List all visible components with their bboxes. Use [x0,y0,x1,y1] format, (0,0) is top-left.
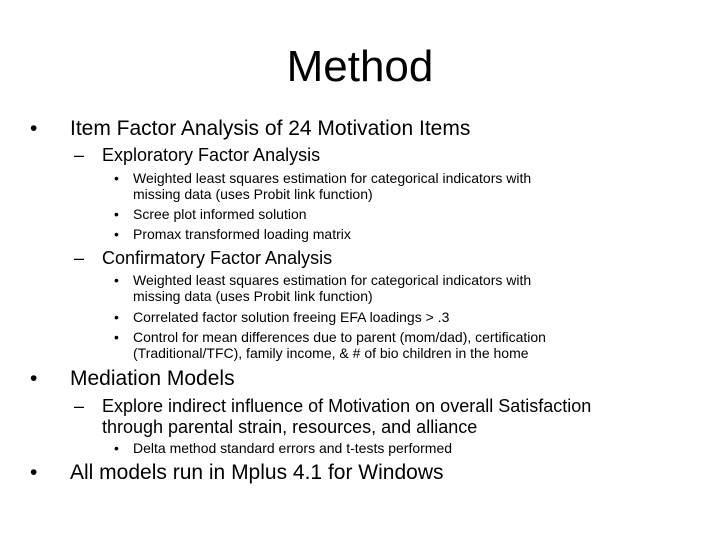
slide-title: Method [286,42,434,91]
dash-marker: – [74,248,85,268]
bullet-marker: • [114,309,119,325]
bullet-efa-wlsmv [114,170,531,202]
bullet-exploratory-factor-analysis [74,145,320,166]
bullet-marker: • [114,206,119,222]
bullet-text-line2: through parental strain, resources, and alliance [102,417,478,437]
bullet-text-line1: Explore indirect influence of Motivation on overall Satisfaction [102,396,592,416]
dash-marker: – [74,145,85,165]
bullet-text-line1: Weighted least squares estimation for categorical indicators with [133,170,532,186]
bullet-text: Scree plot informed solution [133,206,307,222]
bullet-all-models-mplus [30,461,443,485]
bullet-text: Item Factor Analysis of 24 Motivation Items [70,117,471,140]
bullet-text: Correlated factor solution freeing EFA loadings > .3 [133,309,450,325]
bullet-text-line2: missing data (uses Probit link function) [133,288,373,304]
bullet-item-factor-analysis [30,117,470,141]
bullet-text: All models run in Mplus 4.1 for Windows [70,461,444,484]
bullet-text: Delta method standard errors and t-tests performed [133,440,453,456]
dash-marker: – [74,396,85,416]
bullet-text-line2: missing data (uses Probit link function) [133,186,373,202]
bullet-marker: • [114,329,119,345]
bullet-delta-method [114,440,452,456]
bullet-marker: • [114,440,119,456]
bullet-text: Mediation Models [70,367,235,390]
bullet-explore-indirect [74,396,591,438]
bullet-confirmatory-factor-analysis [74,248,332,269]
bullet-efa-scree [114,206,307,222]
bullet-efa-promax [114,226,351,242]
bullet-marker: • [30,117,38,140]
bullet-marker: • [114,226,119,242]
bullet-text-line2: (Traditional/TFC), family income, & # of bio children in the home [133,345,529,361]
bullet-mediation-models [30,367,235,391]
bullet-text-line1: Control for mean differences due to parent (mom/dad), certification [133,329,546,345]
bullet-text: Promax transformed loading matrix [133,226,351,242]
bullet-text: Exploratory Factor Analysis [102,145,321,165]
bullet-text: Confirmatory Factor Analysis [102,248,333,268]
bullet-cfa-controls [114,329,546,361]
bullet-marker: • [30,461,38,484]
bullet-cfa-wlsmv [114,272,531,304]
bullet-marker: • [30,367,38,390]
bullet-cfa-correlated [114,309,449,325]
bullet-text-line1: Weighted least squares estimation for categorical indicators with [133,272,532,288]
bullet-marker: • [114,272,119,288]
bullet-marker: • [114,170,119,186]
